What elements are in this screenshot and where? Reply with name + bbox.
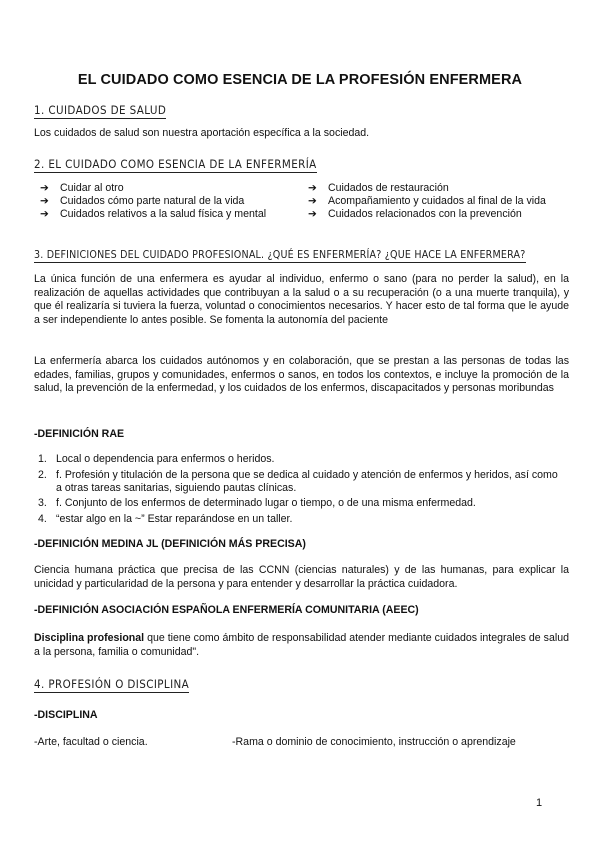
list-item: 3. f. Conjunto de los enfermos de determinado lugar o tiempo, o de una misma enfermedad.	[38, 497, 476, 510]
section-1-heading: 1. CUIDADOS DE SALUD	[34, 103, 167, 117]
care-list-left	[40, 182, 310, 220]
arrow-icon: ➔	[308, 182, 317, 194]
arrow-icon: ➔	[308, 207, 317, 220]
disciplina-heading: -DISCIPLINA	[34, 709, 98, 721]
medina-definition: Ciencia humana práctica que precisa de las CCNN (ciencias naturales) y de las humanas, para explicar la unicidad y particularidad de la persona y para entender y desarrollar la práctica cuidadora.	[34, 564, 569, 590]
list-item: ➔ Cuidar al otro	[40, 182, 124, 194]
section-1-text: Los cuidados de salud son nuestra aportación específica a la sociedad.	[34, 127, 370, 139]
arrow-icon: ➔	[40, 207, 49, 220]
list-item: 2. f. Profesión y titulación de la persona que se dedica al cuidado y atención de enfermos y heridos, así como a otras tareas sanitarias, siguiendo pautas clínicas.	[38, 468, 558, 494]
disciplina-right: -Rama o dominio de conocimiento, instrucción o aprendizaje	[232, 736, 516, 748]
paragraph-1: La única función de una enfermera es ayudar al individuo, enfermo o sano (para no perder la salud), en la realización de aquellas actividades que contribuyan a la salud o a su recuperación (o a una muerte tranquila), y que él realizaría si tuviera la fuerza, voluntad o conocimientos necesarios. Y hacer esto de tal forma que le ayude a ser independiente lo antes posible. Se fomenta la autonomía del paciente	[34, 273, 569, 326]
aeec-heading: -DEFINICIÓN ASOCIACIÓN ESPAÑOLA ENFERMERÍA COMUNITARIA (AEEC)	[34, 604, 419, 616]
list-item: ➔ Cuidados cómo parte natural de la vida	[40, 194, 245, 207]
list-item: ➔ Cuidados relacionados con la prevención	[308, 207, 522, 220]
disciplina-left: -Arte, facultad o ciencia.	[34, 736, 148, 748]
list-item: ➔ Acompañamiento y cuidados al final de la vida	[308, 194, 546, 207]
paragraph-2: La enfermería abarca los cuidados autónomos y en colaboración, que se prestan a las personas de todas las edades, familias, grupos y comunidades, enfermos o sanos, en todos los contextos, e incluye la promoción de la salud, la prevención de la enfermedad, y los cuidados de los enfermos, discapacitados y personas moribundas	[34, 355, 569, 395]
arrow-icon: ➔	[40, 182, 49, 194]
section-3-heading: 3. DEFINICIONES DEL CUIDADO PROFESIONAL. ¿QUÉ ES ENFERMERÍA? ¿QUE HACE LA ENFERMERA?	[34, 249, 526, 261]
arrow-icon: ➔	[40, 194, 49, 207]
list-item: ➔ Cuidados relativos a la salud física y mental	[40, 207, 267, 220]
care-list-right	[308, 182, 598, 220]
rae-definitions	[34, 453, 564, 529]
section-2-heading: 2. EL CUIDADO COMO ESENCIA DE LA ENFERMERÍA	[34, 157, 317, 171]
aeec-definition: Disciplina profesional que tiene como ámbito de responsabilidad atender mediante cuidados integrales de salud a la persona, familia o comunidad".	[34, 632, 569, 658]
rae-heading: -DEFINICIÓN RAE	[34, 428, 125, 440]
document-title: EL CUIDADO COMO ESENCIA DE LA PROFESIÓN ENFERMERA	[77, 72, 523, 88]
list-item: 4. “estar algo en la ~” Estar reparándose en un taller.	[38, 513, 293, 526]
list-item: 1. Local o dependencia para enfermos o heridos.	[38, 453, 275, 465]
list-item: ➔ Cuidados de restauración	[308, 182, 449, 194]
arrow-icon: ➔	[308, 194, 317, 207]
medina-heading: -DEFINICIÓN MEDINA JL (DEFINICIÓN MÁS PRECISA)	[34, 538, 306, 550]
section-4-heading: 4. PROFESIÓN O DISCIPLINA	[34, 677, 190, 691]
page-number: 1	[536, 797, 543, 809]
